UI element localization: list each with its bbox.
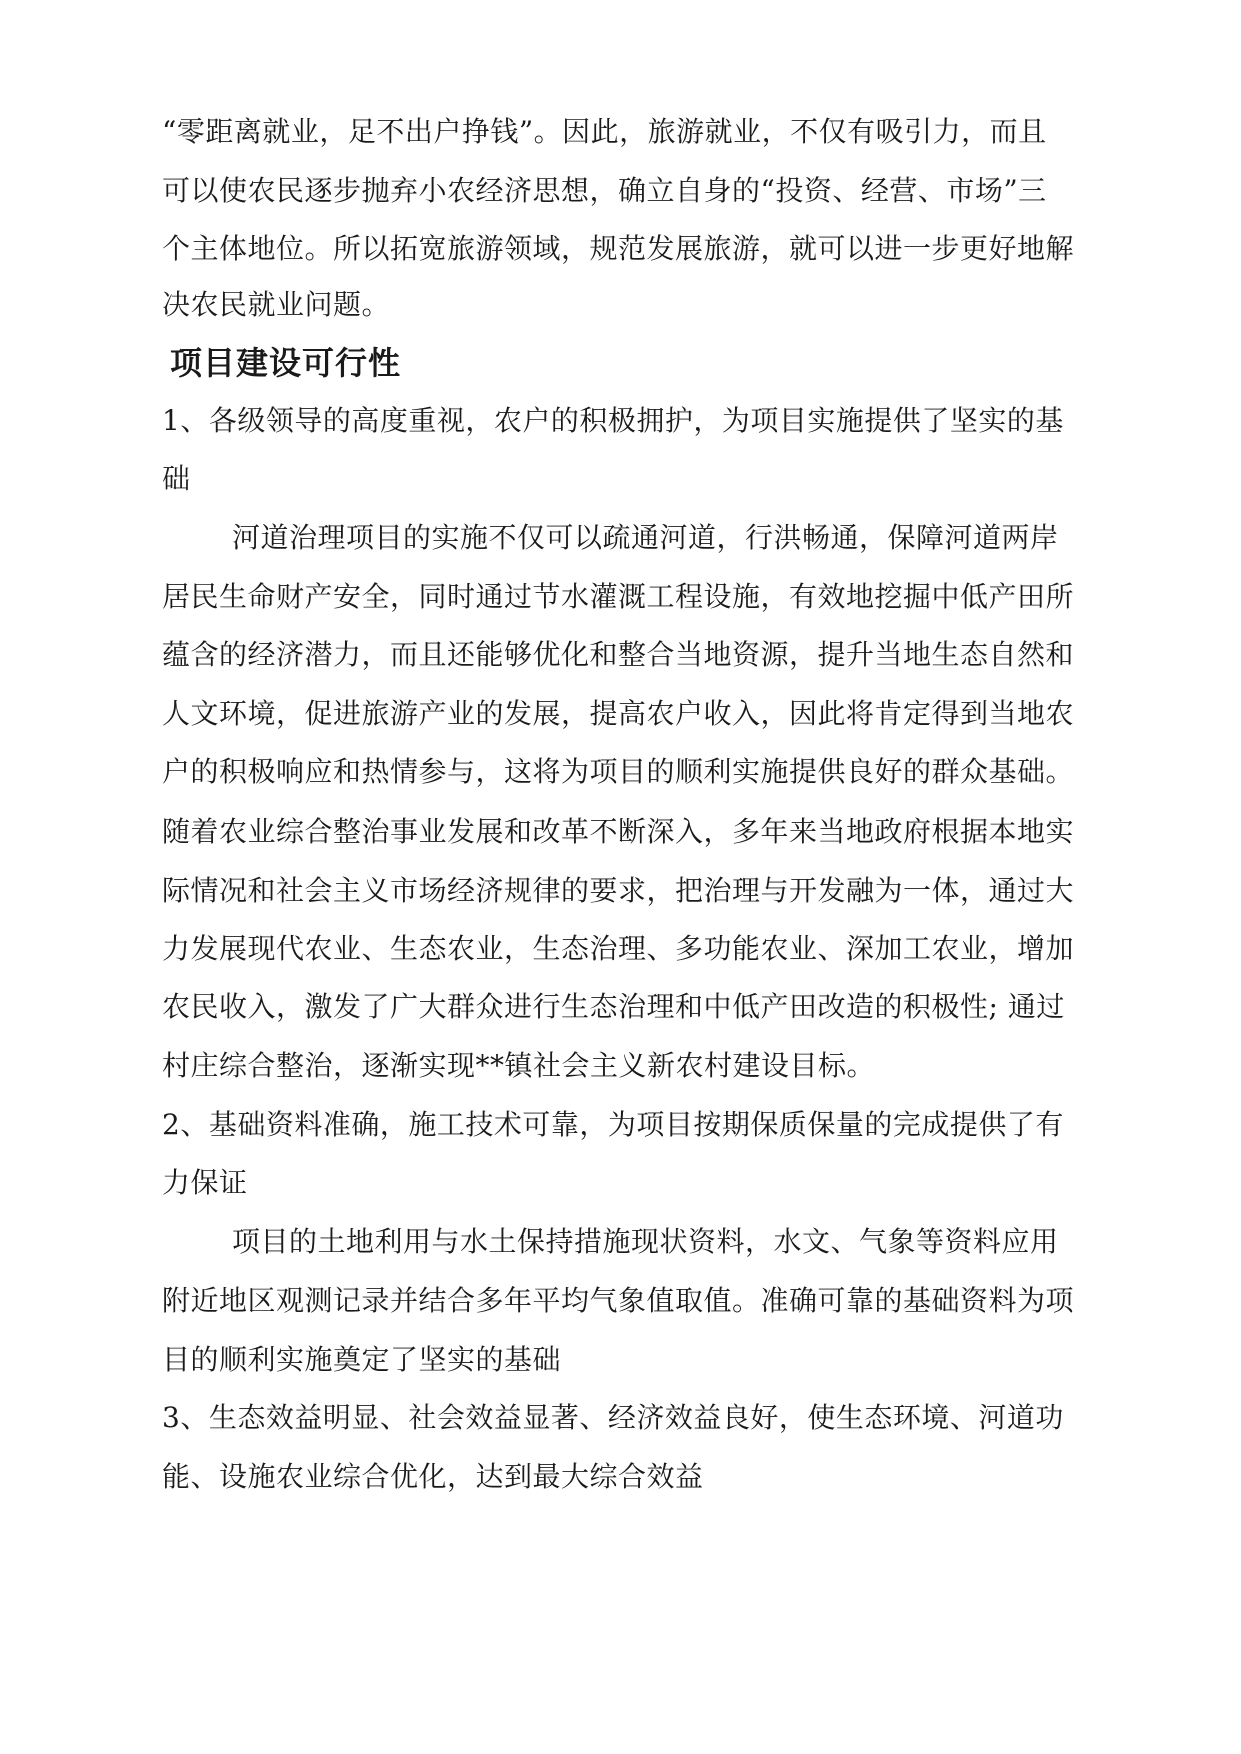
- item-title-line: 3、生态效益明显、社会效益显著、经济效益良好，使生态环境、河道功: [162, 1401, 1064, 1434]
- section-heading: 项目建设可行性: [170, 344, 402, 382]
- item-title-line: 力保证: [162, 1166, 248, 1199]
- paragraph-line: 可以使农民逐步抛弃小农经济思想，确立自身的“投资、经营、市场”三: [162, 174, 1047, 207]
- item-title-line: 础: [162, 462, 191, 495]
- paragraph-line: 农民收入，激发了广大群众进行生态治理和中低产田改造的积极性; 通过: [162, 990, 1065, 1023]
- paragraph-line: 个主体地位。所以拓宽旅游领域，规范发展旅游，就可以进一步更好地解: [162, 232, 1075, 265]
- paragraph-line: 户的积极响应和热情参与，这将为项目的顺利实施提供良好的群众基础。: [162, 755, 1075, 788]
- paragraph-line: 决农民就业问题。: [162, 288, 391, 321]
- paragraph-line: 附近地区观测记录并结合多年平均气象值取值。准确可靠的基础资料为项: [162, 1284, 1075, 1317]
- paragraph-line: 随着农业综合整治事业发展和改革不断深入，多年来当地政府根据本地实: [162, 815, 1075, 848]
- item-title-line: 1、各级领导的高度重视，农户的积极拥护，为项目实施提供了坚实的基: [162, 404, 1064, 437]
- paragraph-line: 际情况和社会主义市场经济规律的要求，把治理与开发融为一体，通过大: [162, 874, 1075, 907]
- paragraph-line: 蕴含的经济潜力，而且还能够优化和整合当地资源，提升当地生态自然和: [162, 638, 1075, 671]
- paragraph-line: 目的顺利实施奠定了坚实的基础: [162, 1343, 562, 1376]
- paragraph-line: 力发展现代农业、生态农业，生态治理、多功能农业、深加工农业，增加: [162, 932, 1075, 965]
- paragraph-line: 村庄综合整治，逐渐实现**镇社会主义新农村建设目标。: [162, 1049, 876, 1082]
- paragraph-line: 河道治理项目的实施不仅可以疏通河道，行洪畅通，保障河道两岸: [232, 521, 1059, 554]
- item-title-line: 2、基础资料准确，施工技术可靠，为项目按期保质保量的完成提供了有: [162, 1108, 1064, 1141]
- item-title-line: 能、设施农业综合优化，达到最大综合效益: [162, 1460, 704, 1493]
- paragraph-line: 人文环境，促进旅游产业的发展，提高农户收入，因此将肯定得到当地农: [162, 697, 1075, 730]
- paragraph-line: 项目的土地利用与水土保持措施现状资料，水文、气象等资料应用: [232, 1225, 1059, 1258]
- paragraph-line: “零距离就业，足不出户挣钱”。因此，旅游就业，不仅有吸引力，而且: [162, 115, 1047, 148]
- paragraph-line: 居民生命财产安全，同时通过节水灌溉工程设施，有效地挖掘中低产田所: [162, 580, 1075, 613]
